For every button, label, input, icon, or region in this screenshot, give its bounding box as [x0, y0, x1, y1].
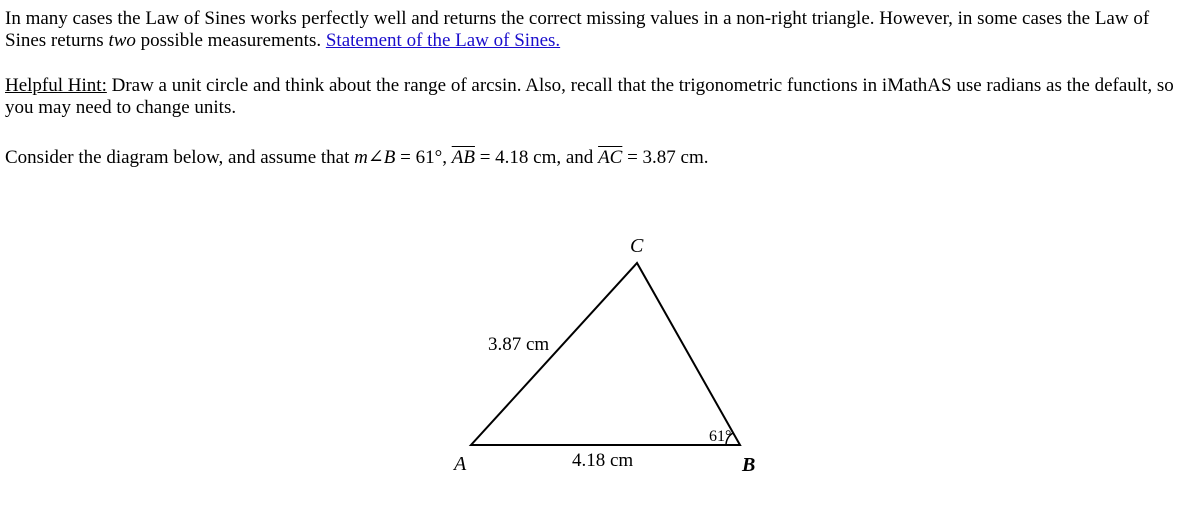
vertex-c-label: C	[630, 235, 644, 257]
law-of-sines-link[interactable]: Statement of the Law of Sines.	[325, 30, 561, 51]
segment-ab-value: = 4.18 cm, and	[474, 147, 599, 168]
hint-label: Helpful Hint:	[5, 75, 107, 96]
segment-ac-value: = 3.87 cm.	[622, 147, 709, 168]
angle-measure-m: m	[354, 147, 368, 168]
angle-b-label: 61°	[709, 428, 732, 445]
problem-paragraph	[5, 147, 1195, 169]
angle-vertex-b: B	[383, 147, 396, 168]
side-ab-label: 4.18 cm	[572, 450, 634, 471]
vertex-a-label: A	[454, 453, 467, 475]
side-ac-label: 3.87 cm	[488, 334, 550, 355]
intro-paragraph	[5, 8, 1195, 52]
vertex-b-label: B	[742, 454, 756, 476]
triangle-abc	[471, 263, 740, 445]
angle-value: = 61°,	[395, 147, 452, 168]
angle-b-arc	[726, 433, 733, 445]
hint-text: Draw a unit circle and think about the range of arcsin. Also, recall that the trigonometric functions in iMathAS use radians as the default, so you may need to change units.	[5, 75, 1174, 118]
problem-lead: Consider the diagram below, and assume that	[5, 147, 355, 168]
angle-symbol: ∠	[367, 147, 384, 168]
intro-text-2: possible measurements.	[135, 30, 326, 51]
segment-ab: $\overline{AB}$	[451, 147, 475, 168]
intro-text-1: In many cases the Law of Sines works perfectly well and returns the correct missing values in a non-right triangle. However, in some cases the Law of Sines returns	[5, 8, 1150, 51]
segment-ac: $\overline{AC}$	[598, 147, 623, 168]
hint-paragraph	[5, 75, 1195, 119]
intro-emphasis: two	[108, 30, 136, 51]
